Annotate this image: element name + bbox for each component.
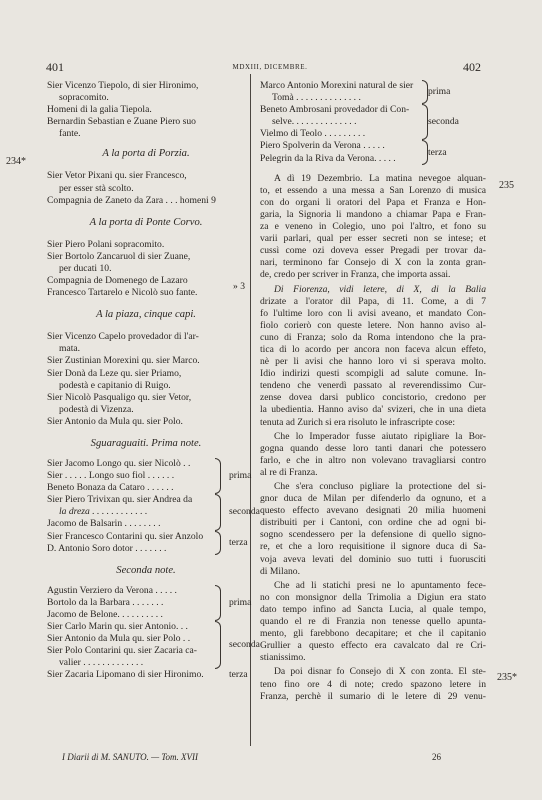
text-line: per esser stà scolto. — [59, 182, 134, 194]
bracket — [215, 494, 221, 530]
text-line: garia, la Signoria li mandono a chiamar Papa e Fran- — [260, 208, 486, 220]
text-line: cuno di Franza; solo da Roma intendono che la pra- — [260, 331, 486, 343]
text-line: Sier Donà da Leze qu. sier Priamo, — [47, 367, 182, 379]
text-line: fiolo corierò con queste letere. Non hanno aviso al- — [260, 319, 486, 331]
text-line: Sier Vicenzo Tiepolo, di sier Hironimo, — [47, 80, 199, 91]
text-line: sopracomito. — [59, 92, 109, 104]
text-line: Che ad li statichi presi ne lo apuntamento fece- — [274, 579, 486, 591]
text-line: Piero Spolverin da Verona . . . . . — [260, 140, 385, 152]
guard-group-prima — [47, 457, 252, 494]
text-line: per ducati 10. — [59, 262, 112, 274]
text-line: tendeno che venerdì passato al reverendissimo Cur- — [260, 380, 486, 392]
text-line: Pelegrin da la Riva da Verona. . . . . — [260, 152, 396, 164]
text-line: sogno scendessero per la defensione di quello signo- — [260, 529, 486, 541]
text-line: to, et essendo a una messa a San Lorenzo di musica — [260, 184, 486, 196]
text-line: Compagnia de Zaneto da Zara . . . homeni 9 — [47, 194, 216, 206]
text-line: Sier Francesco Contarini qu. sier Anzolo — [47, 530, 204, 542]
text-line: tica di lo acordo per ancora non faceva alcun effeto, — [260, 343, 486, 355]
text-line: Jacomo de Balsarin . . . . . . . . — [47, 518, 161, 530]
text-line: Sier Vicenzo Capelo provedador di l'ar- — [47, 331, 199, 343]
text-line: Di Fiorenza, vidi letere, di X, di la Balia — [274, 283, 486, 295]
text-line: dato tempo infino ad Sancta Lucia, al quale tempo, — [260, 603, 486, 615]
text-line: Francesco Tartarelo e Nicolò suo fante. — [47, 287, 198, 299]
paragraph-2 — [260, 284, 486, 429]
group-label: prima — [229, 596, 252, 608]
group-label: prima — [229, 470, 252, 482]
text-line: no con monsignor della Trimolia a Digiun era stato — [260, 591, 486, 603]
group-label: prima — [428, 86, 451, 98]
text-line: la ubedientia. Hanno aviso da' svizeri, che in una dieta — [260, 404, 486, 416]
text-line: Sier Jacomo Longo qu. sier Nicolò . . — [47, 457, 191, 469]
text-line: di Milano. — [260, 565, 300, 577]
text-line: questo effecto avevano designati 20 milia huomeni — [260, 505, 486, 517]
text-line: distribuiti per i Cantoni, con ordine che ad ogni bi- — [260, 517, 486, 529]
group-label: seconda — [229, 506, 260, 518]
text-line: fante. — [59, 128, 81, 140]
text-line: gnor duca de Milan per difenderlo da ognuno, et a — [260, 493, 486, 505]
margin-note-right-2: 235* — [497, 672, 517, 683]
footer-source: I Diarii di M. SANUTO. — Tom. XVII — [62, 752, 199, 762]
text-line: Che lo Imperador fusse aiutato ripigliare la Bor- — [274, 430, 486, 442]
bracket — [215, 621, 221, 669]
text-line: Vielmo di Teolo . . . . . . . . . — [260, 128, 366, 140]
guard-group-seconda — [47, 621, 260, 669]
margin-note-left: 234* — [6, 156, 26, 167]
text-line: quando el re di Franzia non tenesse quello apunta- — [260, 616, 486, 628]
text-line: Beneto Bonaza da Cataro . . . . . . — [47, 482, 174, 494]
group-label: terza — [229, 669, 248, 681]
text-line: cussì come ozi doveva esser Pregadi per trovar da- — [260, 245, 486, 257]
text-line: Jacomo de Belone. . . . . . . . . . — [47, 608, 163, 620]
text-line: mento, gli farebbono decapitare; et che il capitanio — [260, 628, 486, 640]
paragraph-4 — [260, 481, 486, 578]
left-page-number: 401 — [46, 60, 64, 74]
text-line: nè per li avisi che hanno loro vi si sperava molto. — [260, 356, 486, 368]
text-line: Franza, perchè il sumario di le letere di 29 venu- — [260, 690, 486, 702]
text-line: D. Antonio Soro dotor . . . . . . . — [47, 542, 167, 554]
section-heading-prima-note: Sguaraguaiti. Prima note. — [90, 437, 202, 449]
text-line: stianissimo. — [260, 652, 306, 664]
text-line: Homeni di la galia Tiepola. — [47, 104, 152, 116]
text-line: mata. — [59, 343, 81, 355]
margin-note-right-1: 235 — [499, 180, 514, 191]
text-line: gogna quando desse loro tanti danari che potessero — [260, 442, 486, 454]
text-line: Sier Bortolo Zancaruol di sier Zuane, — [47, 250, 191, 262]
paragraph-6 — [260, 666, 486, 702]
group-label: seconda — [229, 639, 260, 651]
text-line: Grullier a questo effecto era cavalcato dal re Cri- — [260, 640, 486, 652]
text-line: al re di Franza. — [260, 466, 318, 478]
text-line: Beneto Ambrosani provedador di Con- — [260, 104, 410, 116]
text-line: Sier Zacaria Lipomano di sier Hironimo. — [47, 669, 204, 681]
text-line: zense dovea darsi publico concistorio, credono per — [260, 392, 486, 404]
section-heading-piaza: A la piaza, cinque capi. — [96, 309, 196, 321]
guard-group-prima — [260, 80, 451, 104]
text-line: selve. . . . . . . . . . . . . . — [272, 116, 357, 128]
text-line: podestà e capitanio di Ruigo. — [59, 379, 171, 391]
paragraph-3 — [260, 431, 486, 479]
text-line: nari, terminono far Consejo di X con la zonta gran- — [260, 257, 486, 269]
text-line: fo l'ultime loro con li avisi aveano, et mandato Con- — [260, 307, 486, 319]
text-line: Bernardin Sebastian e Zuane Piero suo — [47, 116, 196, 128]
text-line: Sier Antonio da Mula qu. sier Polo. — [47, 415, 183, 427]
guard-group-terza — [260, 140, 447, 164]
text-line: drizate a l'orator dil Papa, di 11. Come, a di 7 — [260, 295, 486, 307]
text-line: teno fino ore 4 di note; credo spazono letere in — [260, 678, 486, 690]
text-line-left: Compagnia de Domenego de Lazaro — [47, 275, 188, 287]
left-column — [47, 80, 260, 681]
text-line: Sier Piero Trivixan qu. sier Andrea da — [47, 494, 193, 506]
right-page-number: 402 — [463, 60, 481, 74]
bracket — [215, 585, 221, 621]
text-line: con do organi li oratori del Papa et Franza e Hon- — [260, 196, 486, 208]
text-line: Sier Antonio da Mula qu. sier Polo . . — [47, 633, 191, 645]
section-heading-ponte-corvo: A la porta di Ponte Corvo. — [89, 216, 203, 228]
bracket — [215, 531, 221, 555]
text-line: podestà di Vizenza. — [59, 403, 134, 415]
section-heading-seconda-note: Seconda note. — [116, 564, 176, 576]
text-line: Sier Zustinian Morexini qu. sier Marco. — [47, 355, 200, 367]
guard-group-prima — [47, 584, 252, 621]
footer-signature: 26 — [432, 752, 441, 762]
right-column — [260, 80, 486, 703]
text-line: tenuta ad Zurich si era risoluto le infrascripte cose: — [260, 416, 455, 428]
text-line: Agustin Verziero da Verona . . . . . — [47, 584, 177, 596]
text-line: Sier Nicolò Pasqualigo qu. sier Vetor, — [47, 391, 192, 403]
text-line: za e veneno in Colegio, uno poi l'altro, et fono su — [260, 221, 486, 233]
text-line: varii parlari, qual per esser secreti non se intese; et — [260, 233, 486, 245]
guard-group-seconda — [260, 104, 459, 140]
text-line: Che s'era concluso pigliare la protectione del si- — [274, 481, 486, 492]
text-line: Sier Vetor Pixani qu. sier Francesco, — [47, 170, 187, 182]
paragraph-5 — [260, 580, 486, 665]
guard-group-terza — [47, 530, 248, 555]
text-line: Sier Polo Contarini qu. sier Zacaria ca- — [47, 645, 197, 657]
text-line: Sier Carlo Marin qu. sier Antonio. . . — [47, 621, 188, 632]
section-heading-porzia: A la porta di Porzia. — [102, 148, 190, 160]
group-label: terza — [229, 536, 248, 548]
text-line: Sier . . . . . Longo suo fiol . . . . . . — [47, 470, 175, 482]
guard-group-terza — [47, 669, 248, 681]
guard-group-seconda — [47, 494, 260, 530]
paragraph-1 — [260, 173, 486, 282]
text-line: Bortolo da la Barbara . . . . . . . — [47, 596, 164, 608]
text-line: Sier Piero Polani sopracomito. — [47, 238, 165, 250]
text-line: voja aveva levati del dominio suo tutti i fuorusciti — [260, 553, 486, 565]
text-line: de, credo per scriver in Franza, che importa assai. — [260, 269, 451, 281]
bracket-count: » 3 — [233, 281, 245, 293]
bracket — [215, 458, 221, 494]
text-line: Marco Antonio Morexini natural de sier — [260, 80, 414, 91]
text-line: farlo, e che in altro non volevano travagliarsi contro — [260, 454, 486, 466]
text-line: re, et che a loro requisitione il signore duca di Sa- — [260, 541, 486, 553]
running-title: MDXIII, DICEMBRE. — [232, 63, 308, 71]
group-label: terza — [428, 146, 447, 158]
text-line: Tomà . . . . . . . . . . . . . . — [272, 92, 361, 104]
text-line: Idio indirizi questi scompigli ad salute comune. In- — [260, 368, 486, 380]
group-label: seconda — [428, 116, 459, 128]
text-line: A dì 19 Dezembrio. La matina nevegoe alquan- — [274, 172, 486, 184]
text-line: Da poi disnar fo Consejo di X con zonta. El ste- — [274, 666, 486, 678]
text-line: valier . . . . . . . . . . . . . — [59, 657, 144, 669]
text-line: la dreza . . . . . . . . . . . . — [59, 506, 148, 518]
